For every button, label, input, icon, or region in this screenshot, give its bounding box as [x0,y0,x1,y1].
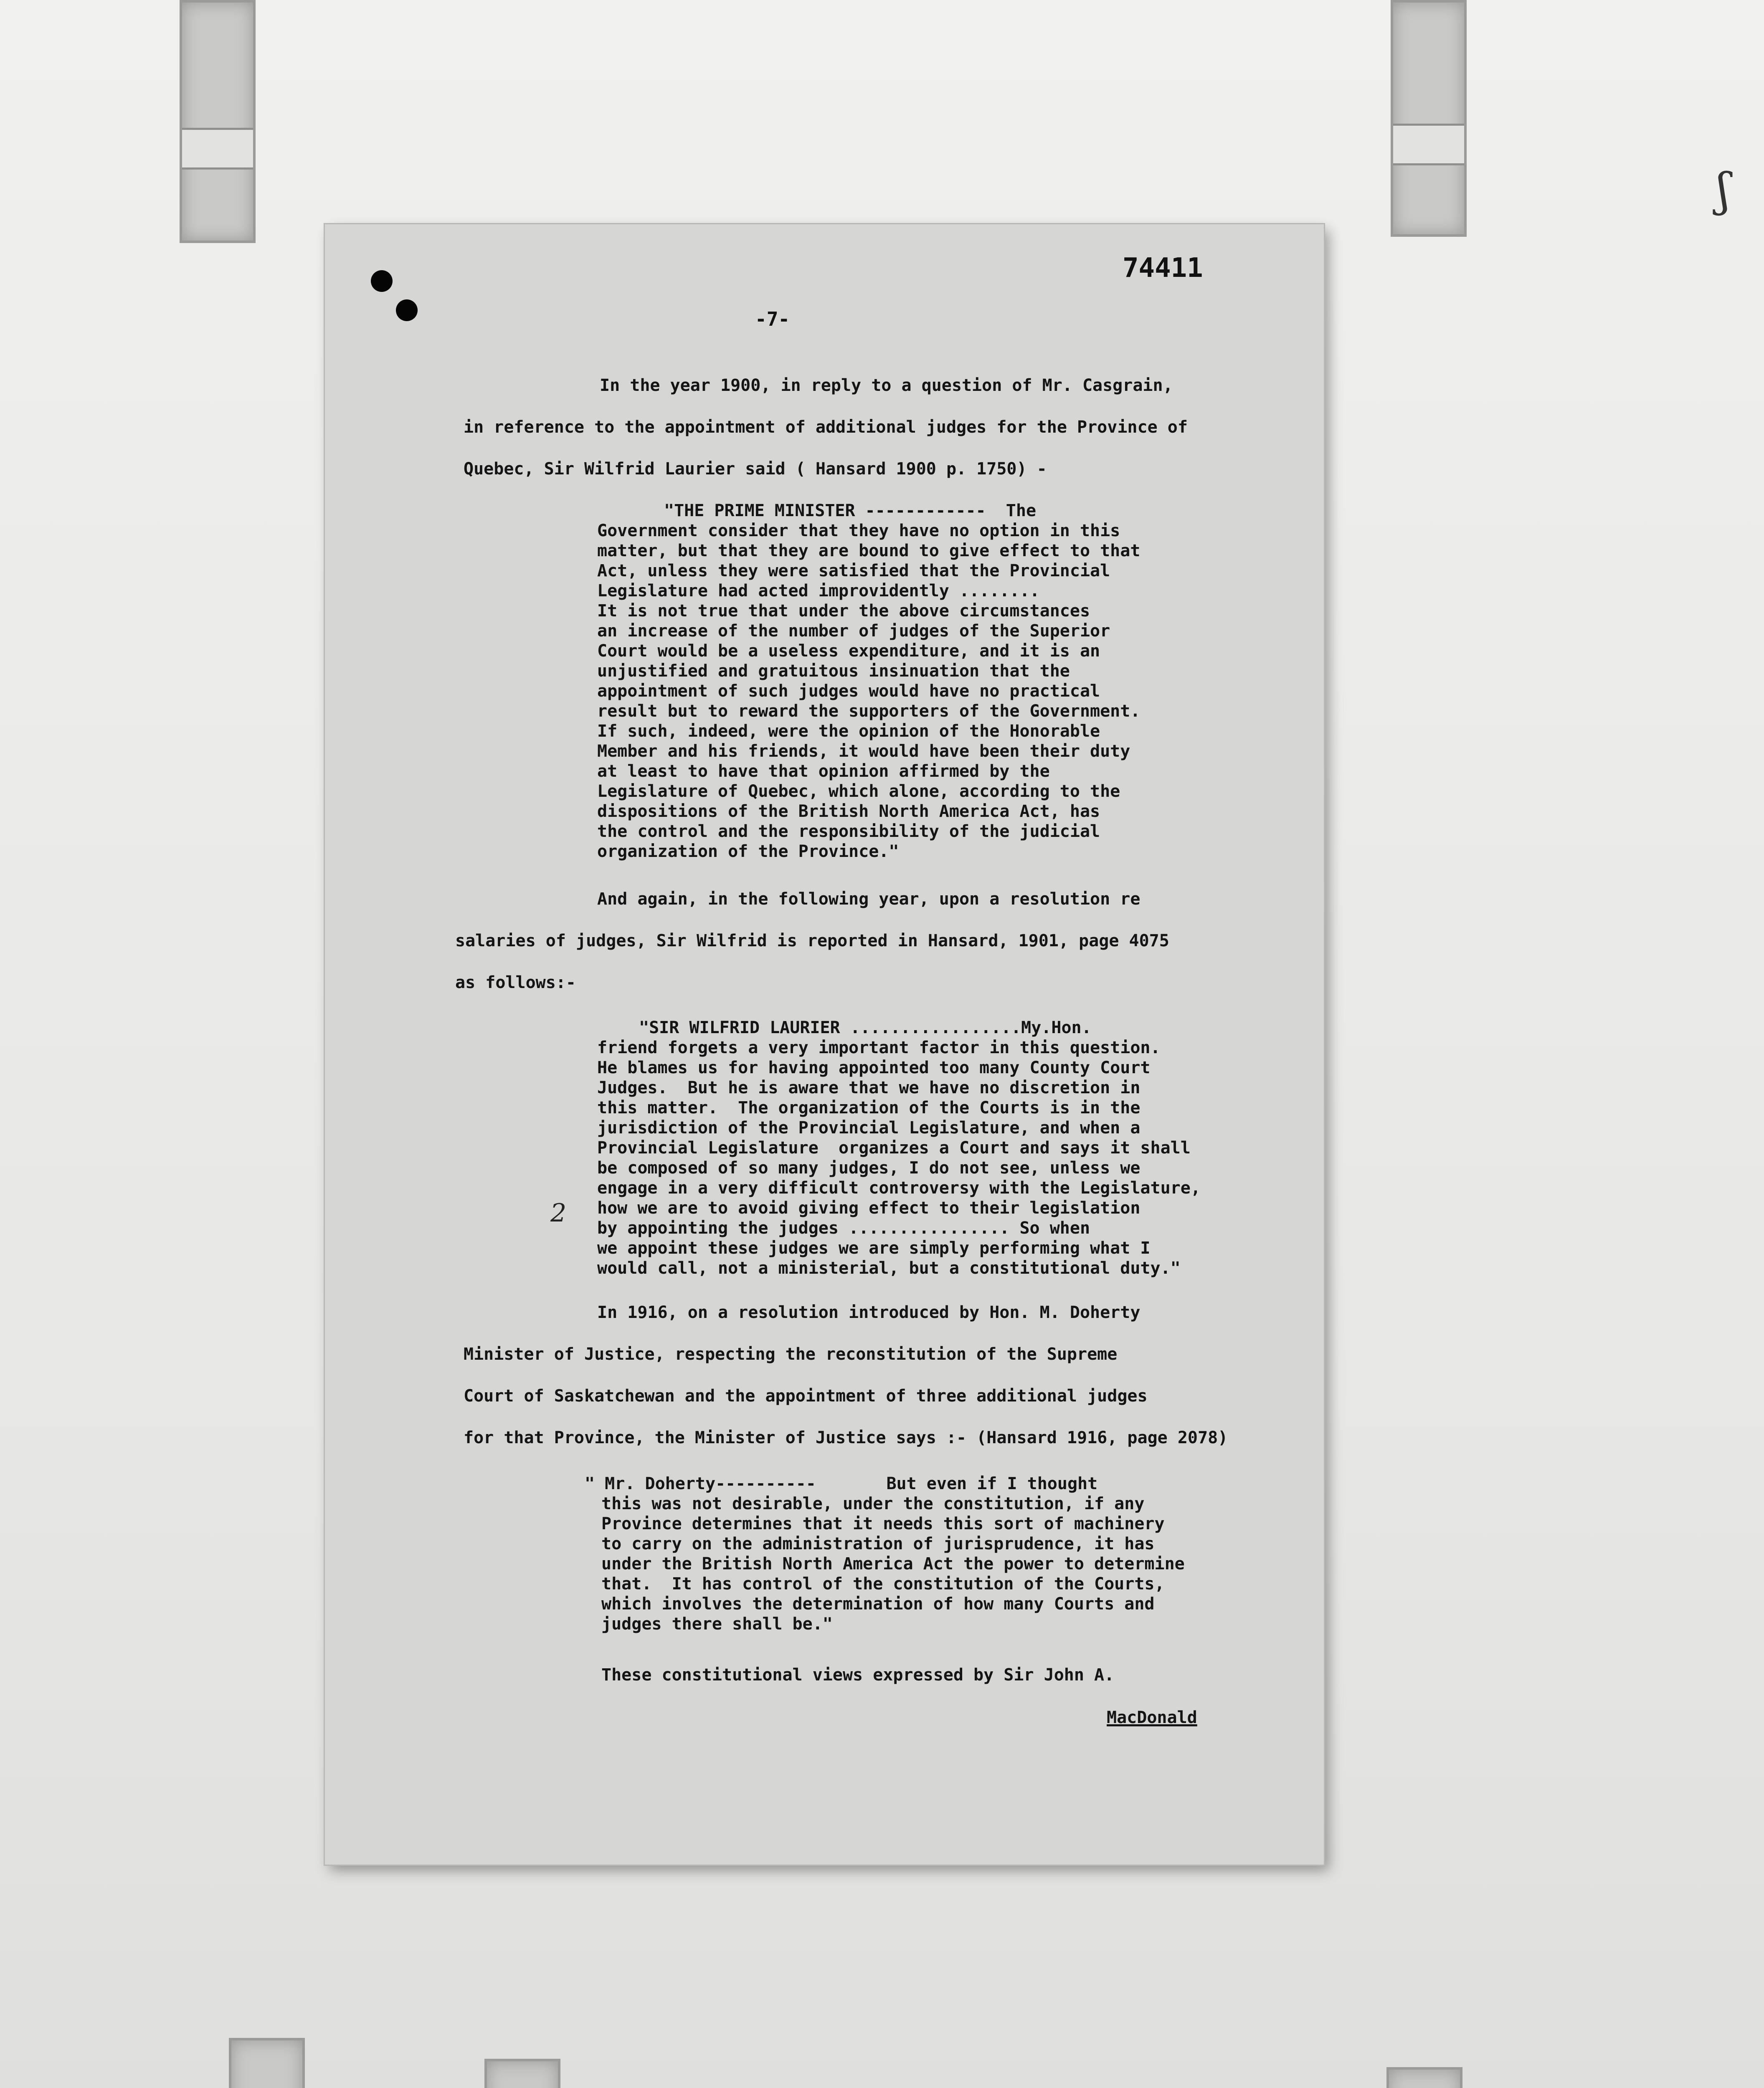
quote-line: dispositions of the British North America Act, has [597,802,1100,821]
intro-line: in reference to the appointment of additional judges for the Province of [464,418,1188,437]
quote-line: by appointing the judges ................ So when [597,1219,1090,1238]
quote-line: Province determines that it needs this sort of machinery [601,1514,1165,1533]
punch-hole-top [371,270,393,292]
quote-line: an increase of the number of judges of the Superior [597,621,1110,641]
quote-line: result but to reward the supporters of the Government. [597,702,1141,721]
body-line: Court of Saskatchewan and the appointment of three additional judges [464,1386,1148,1406]
body-line: as follows:- [455,973,576,992]
quote-line: jurisdiction of the Provincial Legislature, and when a [597,1118,1141,1138]
quote-line: appointment of such judges would have no practical [597,682,1100,701]
tape-strip-bottom-left-inner [484,2059,560,2088]
quote-line: Judges. But he is aware that we have no discretion in [597,1078,1141,1097]
quote-line: matter, but that they are bound to give effect to that [597,541,1141,560]
quote-line: Legislature of Quebec, which alone, according to the [597,782,1120,801]
closing-line: These constitutional views expressed by Sir John A. [601,1665,1115,1685]
quote-line: Member and his friends, it would have been their duty [597,742,1130,761]
quote-line: judges there shall be." [601,1614,833,1634]
quote-line: "THE PRIME MINISTER ------------ The [664,501,1037,520]
quote-line: He blames us for having appointed too many County Court [597,1058,1151,1077]
quote-line: Government consider that they have no option in this [597,521,1120,540]
quote-line: which involves the determination of how many Courts and [601,1594,1155,1614]
quote-line: under the British North America Act the power to determine [601,1554,1185,1574]
quote-line: "SIR WILFRID LAURIER .................My.Hon. [639,1018,1092,1037]
quote-line: the control and the responsibility of the judicial [597,822,1100,841]
quote-line: that. It has control of the constitution of the Courts, [601,1574,1165,1594]
tape-strip-top-left [180,0,256,243]
body-line: In 1916, on a resolution introduced by Hon. M. Doherty [597,1303,1141,1322]
quote-line: how we are to avoid giving effect to their legislation [597,1199,1141,1218]
quote-line: this was not desirable, under the constitution, if any [601,1494,1145,1513]
quote-line: " Mr. Doherty---------- But even if I thought [585,1474,1098,1493]
quote-line: If such, indeed, were the opinion of the Honorable [597,722,1100,741]
body-line: salaries of judges, Sir Wilfrid is reported in Hansard, 1901, page 4075 [455,931,1169,950]
quote-line: would call, not a ministerial, but a constitutional duty." [597,1259,1181,1278]
quote-line: unjustified and gratuitous insinuation that the [597,661,1070,681]
margin-annotation: 2 [550,1199,567,1228]
edge-mark: ʃ [1717,163,1730,216]
tape-strip-bottom-left [229,2038,305,2088]
quote-line: Legislature had acted improvidently ........ [597,581,1040,601]
quote-line: we appoint these judges we are simply performing what I [597,1239,1151,1258]
quote-line: be composed of so many judges, I do not see, unless we [597,1158,1141,1178]
punch-hole-bottom [396,299,418,321]
quote-line: Act, unless they were satisfied that the Provincial [597,561,1110,580]
document-number: 74411 [1123,253,1203,284]
quote-line: at least to have that opinion affirmed by the [597,762,1050,781]
quote-line: Court would be a useless expenditure, and it is an [597,641,1100,661]
body-line: And again, in the following year, upon a resolution re [597,889,1141,909]
quote-line: this matter. The organization of the Courts is in the [597,1098,1141,1117]
quote-line: It is not true that under the above circumstances [597,601,1090,621]
quote-line: Provincial Legislature organizes a Court and says it shall [597,1138,1191,1158]
body-line: Minister of Justice, respecting the reconstitution of the Supreme [464,1345,1118,1364]
tape-strip-top-right [1391,0,1467,237]
quote-line: friend forgets a very important factor in this question. [597,1038,1161,1057]
catchword: MacDonald [1107,1708,1197,1727]
tape-strip-bottom-right [1386,2067,1462,2088]
page-number: -7- [755,308,790,330]
intro-line: Quebec, Sir Wilfrid Laurier said ( Hansard 1900 p. 1750) - [464,459,1047,479]
document-page [325,224,1324,1865]
intro-line: In the year 1900, in reply to a question of Mr. Casgrain, [600,376,1173,395]
quote-line: organization of the Province." [597,842,899,861]
quote-line: engage in a very difficult controversy with the Legislature, [597,1178,1201,1198]
body-line: for that Province, the Minister of Justice says :- (Hansard 1916, page 2078) [464,1428,1228,1447]
quote-line: to carry on the administration of jurisprudence, it has [601,1534,1155,1553]
